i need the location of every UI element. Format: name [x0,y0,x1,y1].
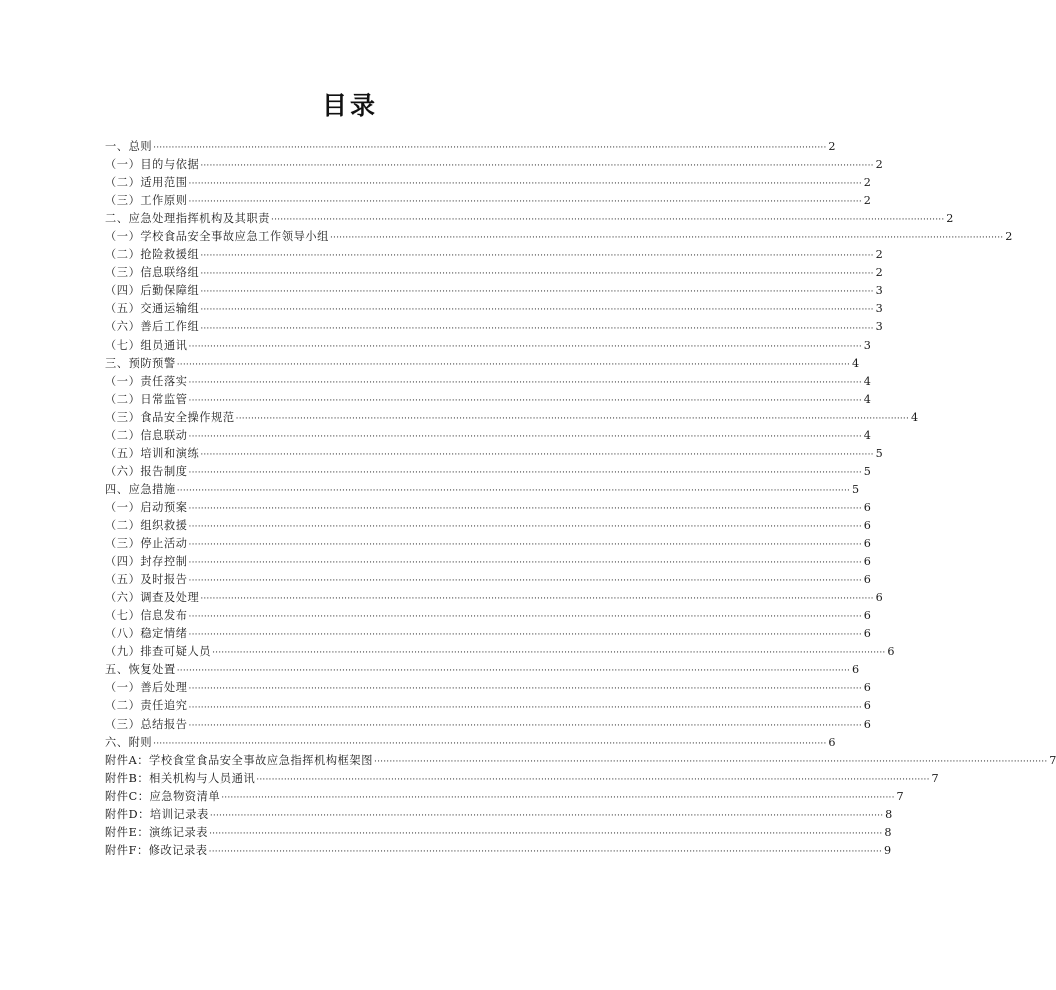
toc-dot-leader: ···························································································································································································································· [153,738,827,749]
toc-entry-page-number: 6 [852,663,860,677]
toc-entry[interactable] [105,716,871,734]
toc-entry-label: 附件D：培训记录表 [105,807,209,821]
toc-dot-leader: ···························································································································································································································· [188,612,862,623]
toc-entry-page-number: 5 [863,464,871,478]
toc-entry[interactable] [105,463,871,481]
toc-entry-label: 附件C：应急物资清单 [105,789,221,803]
toc-entry[interactable] [105,806,893,824]
toc-dot-leader: ···························································································································································································································· [188,630,862,641]
toc-entry-page-number: 7 [896,789,904,803]
toc-entry-page-number: 6 [863,627,871,641]
toc-dot-leader: ···························································································································································································································· [188,540,862,551]
toc-entry[interactable] [105,770,939,788]
toc-entry-page-number: 2 [875,248,883,262]
toc-entry-page-number: 6 [875,591,883,605]
toc-entry[interactable] [105,138,836,156]
toc-dot-leader: ···························································································································································································································· [153,143,827,154]
toc-entry-page-number: 4 [863,374,871,388]
toc-entry-label: 二、应急处理指挥机构及其职责 [105,212,271,226]
toc-entry-label: （三）停止活动 [105,537,188,551]
toc-entry-label: （四）后勤保障组 [105,284,200,298]
toc-dot-leader: ···························································································································································································································· [188,503,862,514]
toc-dot-leader: ···························································································································································································································· [200,269,874,280]
toc-entry-page-number: 4 [910,410,919,424]
toc-dot-leader: ···························································································································································································································· [188,341,862,352]
toc-dot-leader: ···························································································································································································································· [329,233,1004,244]
toc-dot-leader: ···························································································································································································································· [221,792,895,803]
toc-entry-page-number: 5 [875,446,883,460]
toc-entry[interactable] [105,355,860,373]
toc-entry-label: （七）信息发布 [105,609,188,623]
toc-dot-leader: ···························································································································································································································· [200,305,874,316]
toc-entry-label: （四）封存控制 [105,555,188,569]
toc-entry-label: （六）调查及处理 [105,591,200,605]
toc-entry-label: （五）培训和演练 [105,446,200,460]
toc-dot-leader: ···························································································································································································································· [188,197,862,208]
toc-entry-page-number: 5 [852,482,860,496]
toc-entry-page-number: 6 [863,717,871,731]
toc-entry[interactable] [105,391,871,409]
toc-entry-label: （二）抢险救援组 [105,248,200,262]
toc-dot-leader: ···························································································································································································································· [212,648,886,659]
toc-entry[interactable] [105,643,895,661]
toc-entry-label: （三）信息联络组 [105,266,200,280]
toc-dot-leader: ···························································································································································································································· [209,828,883,839]
toc-entry-label: 五、恢复处置 [105,663,176,677]
toc-entry[interactable] [105,517,871,535]
toc-entry-label: 附件F：修改记录表 [105,843,208,857]
toc-entry-label: 附件E：演练记录表 [105,825,209,839]
toc-entry-label: 六、附则 [105,735,153,749]
toc-entry-page-number: 2 [863,194,871,208]
toc-entry[interactable] [105,174,871,192]
toc-entry-label: （一）责任落实 [105,374,188,388]
toc-entry[interactable] [105,697,871,715]
toc-entry-label: 四、应急措施 [105,482,176,496]
toc-dot-leader: ···························································································································································································································· [188,395,862,406]
toc-entry-label: （七）组员通讯 [105,338,188,352]
toc-entry-label: （一）善后处理 [105,681,188,695]
toc-entry-page-number: 6 [887,645,895,659]
toc-dot-leader: ···························································································································································································································· [374,756,1048,767]
toc-entry-label: （一）启动预案 [105,500,188,514]
toc-entry-label: 附件B：相关机构与人员通讯 [105,771,256,785]
toc-entry-label: （五）交通运输组 [105,302,200,316]
toc-entry-page-number: 6 [863,573,871,587]
toc-entry-page-number: 4 [863,392,871,406]
toc-entry-page-number: 3 [863,338,871,352]
toc-entry-label: （二）日常监管 [105,392,188,406]
toc-entry-label: （六）报告制度 [105,464,188,478]
toc-dot-leader: ···························································································································································································································· [200,594,874,605]
toc-entry-page-number: 4 [863,428,871,442]
toc-dot-leader: ···························································································································································································································· [188,467,862,478]
toc-entry-page-number: 2 [828,140,836,153]
toc-dot-leader: ···························································································································································································································· [200,251,874,262]
toc-entry-page-number: 3 [875,320,883,334]
toc-dot-leader: ···························································································································································································································· [200,449,874,460]
toc-entry-page-number: 3 [875,302,883,316]
toc-dot-leader: ···························································································································································································································· [188,377,862,388]
toc-entry-label: （五）及时报告 [105,573,188,587]
toc-entry[interactable] [105,752,1056,770]
toc-entry[interactable] [105,734,836,752]
toc-dot-leader: ···························································································································································································································· [188,684,862,695]
page-title: 目录 [321,91,378,120]
toc-entry[interactable] [105,210,954,228]
toc-entry[interactable] [105,318,883,336]
toc-entry[interactable] [105,427,871,445]
toc-entry[interactable] [105,481,860,499]
toc-dot-leader: ···························································································································································································································· [188,558,862,569]
toc-entry-page-number: 8 [885,807,893,821]
toc-entry-label: （二）组织救援 [105,518,188,532]
toc-dot-leader: ···························································································································································································································· [209,810,884,821]
toc-entry-label: （一）学校食品安全事故应急工作领导小组 [105,230,329,244]
toc-dot-leader: ···························································································································································································································· [188,576,862,587]
toc-entry-page-number: 7 [931,771,939,785]
toc-entry-label: （二）适用范围 [105,176,188,190]
toc-entry-page-number: 8 [884,825,892,839]
toc-entry[interactable] [105,499,871,517]
toc-entry[interactable] [105,337,871,355]
toc-entry-page-number: 4 [852,356,860,370]
toc-dot-leader: ···························································································································································································································· [176,666,851,677]
toc-dot-leader: ···························································································································································································································· [200,287,874,298]
toc-entry-page-number: 6 [863,555,871,569]
toc-entry[interactable] [105,409,919,427]
toc-entry[interactable] [105,589,883,607]
toc-entry-page-number: 7 [1049,753,1056,767]
toc-entry-label: （二）信息联动 [105,428,188,442]
toc-entry-label: （三）食品安全操作规范 [105,410,235,424]
toc-dot-leader: ···························································································································································································································· [188,431,862,442]
toc-entry-page-number: 3 [875,284,883,298]
toc-entry-label: （六）善后工作组 [105,320,200,334]
toc-entry[interactable] [105,300,883,318]
toc-dot-leader: ···························································································································································································································· [188,702,862,713]
toc-entry-page-number: 6 [863,681,871,695]
toc-entry[interactable] [105,228,1013,246]
toc-entry-page-number: 6 [828,735,836,749]
toc-entry[interactable] [105,246,883,264]
toc-entry[interactable] [105,445,883,463]
toc-dot-leader: ···························································································································································································································· [188,179,862,190]
table-of-contents [105,138,1056,860]
toc-entry-page-number: 6 [863,537,871,551]
toc-entry[interactable] [105,842,892,860]
toc-entry-page-number: 2 [1005,230,1013,244]
toc-entry-page-number: 2 [946,212,954,226]
toc-entry[interactable] [105,282,883,300]
toc-entry[interactable] [105,373,871,391]
toc-entry-page-number: 9 [883,843,892,857]
toc-dot-leader: ···························································································································································································································· [200,161,874,172]
toc-entry-label: 附件A：学校食堂食品安全事故应急指挥机构框架图 [105,753,374,767]
toc-dot-leader: ···························································································································································································································· [188,720,862,731]
toc-entry[interactable] [105,553,871,571]
toc-entry-page-number: 6 [863,699,871,713]
toc-dot-leader: ···························································································································································································································· [176,485,851,496]
toc-entry-label: （三）总结报告 [105,717,188,731]
toc-dot-leader: ···························································································································································································································· [188,522,862,533]
toc-entry-label: （三）工作原则 [105,194,188,208]
toc-entry[interactable] [105,788,904,806]
toc-entry[interactable] [105,661,860,679]
toc-entry-page-number: 6 [863,609,871,623]
toc-entry-label: （九）排查可疑人员 [105,645,212,659]
toc-entry[interactable] [105,156,883,174]
toc-dot-leader: ···························································································································································································································· [176,359,851,370]
toc-entry-page-number: 6 [863,500,871,514]
toc-entry[interactable] [105,571,871,589]
toc-entry[interactable] [105,264,883,282]
toc-entry[interactable] [105,535,871,553]
toc-entry-page-number: 2 [863,176,871,190]
toc-entry-label: （八）稳定情绪 [105,627,188,641]
toc-dot-leader: ···························································································································································································································· [256,774,930,785]
toc-entry-page-number: 6 [863,518,871,532]
toc-entry[interactable] [105,679,871,697]
toc-dot-leader: ···························································································································································································································· [200,323,874,334]
toc-entry[interactable] [105,192,871,210]
toc-entry-label: （一）目的与依据 [105,158,200,172]
toc-entry[interactable] [105,625,871,643]
toc-entry-page-number: 2 [875,158,883,172]
toc-entry[interactable] [105,824,892,842]
toc-entry-label: 三、预防预警 [105,356,176,370]
toc-entry-label: 一、总则 [105,140,153,153]
toc-dot-leader: ···························································································································································································································· [208,846,883,857]
toc-dot-leader: ···························································································································································································································· [235,413,910,424]
toc-dot-leader: ···························································································································································································································· [271,215,945,226]
toc-entry-label: （二）责任追究 [105,699,188,713]
toc-entry[interactable] [105,607,871,625]
toc-entry-page-number: 2 [875,266,883,280]
